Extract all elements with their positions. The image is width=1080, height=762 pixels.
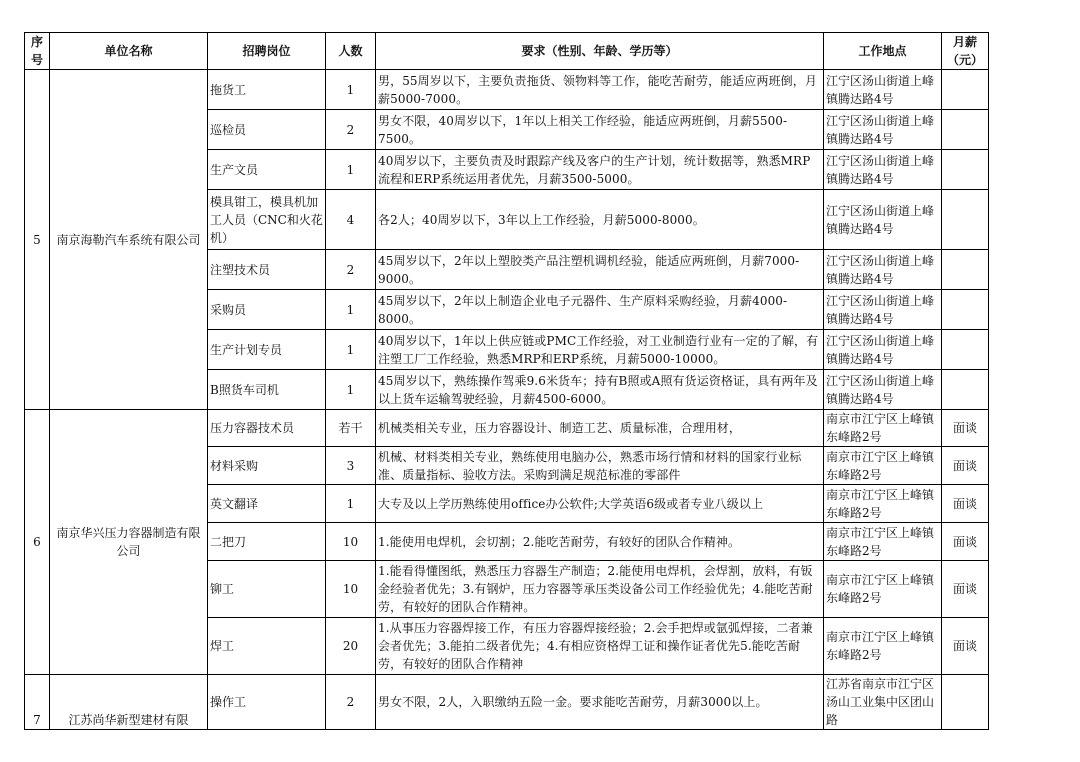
cell-post: 巡检员 [208,110,326,150]
table-row [25,410,989,447]
cell-location: 江宁区汤山街道上峰镇腾达路4号 [824,70,942,110]
cell-requirements: 40周岁以下，主要负责及时跟踪产线及客户的生产计划，统计数据等，熟悉MRP流程和ERP系统运用者优先，月薪3500-5000。 [376,150,824,190]
cell-count: 1 [326,70,376,110]
cell-post: 材料采购 [208,447,326,485]
cell-requirements: 1.从事压力容器焊接工作，有压力容器焊接经验；2.会手把焊或氩弧焊接，二者兼会者优先；3.能拍二级者优先；4.有相应资格焊工证和操作证者优先5.能吃苦耐劳，有较好的团队合作精神 [376,618,824,675]
cell-salary: 面谈 [942,447,989,485]
cell-location: 江宁区汤山街道上峰镇腾达路4号 [824,330,942,370]
cell-count: 4 [326,190,376,250]
cell-serial-no: 7 [25,675,50,730]
cell-location: 南京市江宁区上峰镇东峰路2号 [824,561,942,618]
cell-serial-no: 5 [25,70,50,410]
cell-location: 江宁区汤山街道上峰镇腾达路4号 [824,290,942,330]
cell-salary: 面谈 [942,410,989,447]
header-post: 招聘岗位 [208,33,326,70]
cell-requirements: 45周岁以下，2年以上制造企业电子元器件、生产原料采购经验，月薪4000-8000。 [376,290,824,330]
cell-location: 江宁区汤山街道上峰镇腾达路4号 [824,150,942,190]
cell-requirements: 1.能看得懂图纸，熟悉压力容器生产制造；2.能使用电焊机，会焊割，放料，有钣金经验者优先；3.有钢炉，压力容器等承压类设备公司工作经验优先；4.能吃苦耐劳，有较好的团队合作精神。 [376,561,824,618]
cell-location: 南京市江宁区上峰镇东峰路2号 [824,485,942,523]
header-no: 序号 [25,33,50,70]
cell-requirements: 男女不限，40周岁以下，1年以上相关工作经验，能适应两班倒，月薪5500-7500。 [376,110,824,150]
cell-location: 江宁区汤山街道上峰镇腾达路4号 [824,250,942,290]
cell-serial-no: 6 [25,410,50,675]
cell-post: 生产文员 [208,150,326,190]
cell-count: 20 [326,618,376,675]
cell-requirements: 男，55周岁以下，主要负责拖货、领物料等工作，能吃苦耐劳，能适应两班倒，月薪5000-7000。 [376,70,824,110]
cell-salary [942,150,989,190]
cell-count: 1 [326,370,376,410]
cell-count: 10 [326,523,376,561]
cell-post: 模具钳工，模具机加工人员（CNC和火花机） [208,190,326,250]
cell-salary [942,290,989,330]
cell-post: 生产计划专员 [208,330,326,370]
cell-count: 10 [326,561,376,618]
cell-requirements: 45周岁以下，2年以上塑胶类产品注塑机调机经验，能适应两班倒，月薪7000-9000。 [376,250,824,290]
header-salary: 月薪（元） [942,33,989,70]
cell-post: 拖货工 [208,70,326,110]
cell-post: 焊工 [208,618,326,675]
cell-count: 1 [326,150,376,190]
cell-location: 江宁区汤山街道上峰镇腾达路4号 [824,370,942,410]
cell-requirements: 各2人；40周岁以下，3年以上工作经验，月薪5000-8000。 [376,190,824,250]
cell-salary [942,675,989,730]
cell-post: B照货车司机 [208,370,326,410]
cell-salary [942,330,989,370]
cell-post: 二把刀 [208,523,326,561]
table-row [25,675,989,730]
header-count: 人数 [326,33,376,70]
cell-location: 江宁区汤山街道上峰镇腾达路4号 [824,110,942,150]
header-location: 工作地点 [824,33,942,70]
cell-location: 南京市江宁区上峰镇东峰路2号 [824,523,942,561]
cell-post: 操作工 [208,675,326,730]
cell-company-name: 南京华兴压力容器制造有限公司 [50,410,208,675]
cell-salary: 面谈 [942,523,989,561]
cell-post: 注塑技术员 [208,250,326,290]
cell-location: 南京市江宁区上峰镇东峰路2号 [824,447,942,485]
cell-salary [942,250,989,290]
cell-post: 英文翻译 [208,485,326,523]
cell-requirements: 1.能使用电焊机，会切割；2.能吃苦耐劳，有较好的团队合作精神。 [376,523,824,561]
cell-count: 2 [326,110,376,150]
cell-salary [942,190,989,250]
cell-requirements: 机械、材料类相关专业，熟练使用电脑办公，熟悉市场行情和材料的国家行业标准、质量指标、验收方法。采购到满足规范标准的零部件 [376,447,824,485]
cell-requirements: 40周岁以下，1年以上供应链或PMC工作经验，对工业制造行业有一定的了解，有注塑工厂工作经验，熟悉MRP和ERP系统，月薪5000-10000。 [376,330,824,370]
cell-salary: 面谈 [942,561,989,618]
cell-count: 1 [326,330,376,370]
table-header [25,33,989,70]
table-row [25,70,989,110]
header-requirements: 要求（性别、年龄、学历等） [376,33,824,70]
cell-count: 1 [326,290,376,330]
table-body [25,70,989,730]
cell-count: 1 [326,485,376,523]
cell-location: 南京市江宁区上峰镇东峰路2号 [824,410,942,447]
cell-requirements: 机械类相关专业，压力容器设计、制造工艺、质量标准，合理用材， [376,410,824,447]
cell-count: 2 [326,675,376,730]
header-row [25,33,989,70]
cell-requirements: 大专及以上学历熟练使用office办公软件;大学英语6级或者专业八级以上 [376,485,824,523]
recruitment-table-sheet [24,32,988,727]
cell-count: 若干 [326,410,376,447]
cell-requirements: 45周岁以下，熟练操作驾乘9.6米货车；持有B照或A照有货运资格证，具有两年及以上货车运输驾驶经验，月薪4500-6000。 [376,370,824,410]
cell-company-name: 江苏尚华新型建材有限 [50,675,208,730]
cell-post: 压力容器技术员 [208,410,326,447]
cell-post: 铆工 [208,561,326,618]
cell-location: 江宁区汤山街道上峰镇腾达路4号 [824,190,942,250]
cell-post: 采购员 [208,290,326,330]
cell-salary: 面谈 [942,485,989,523]
cell-count: 3 [326,447,376,485]
cell-salary [942,370,989,410]
cell-location: 南京市江宁区上峰镇东峰路2号 [824,618,942,675]
cell-company-name: 南京海勒汽车系统有限公司 [50,70,208,410]
cell-location: 江苏省南京市江宁区汤山工业集中区团山路 [824,675,942,730]
cell-count: 2 [326,250,376,290]
header-company: 单位名称 [50,33,208,70]
cell-requirements: 男女不限，2人，入职缴纳五险一金。要求能吃苦耐劳，月薪3000以上。 [376,675,824,730]
recruitment-table [24,32,989,730]
cell-salary [942,70,989,110]
cell-salary: 面谈 [942,618,989,675]
cell-salary [942,110,989,150]
